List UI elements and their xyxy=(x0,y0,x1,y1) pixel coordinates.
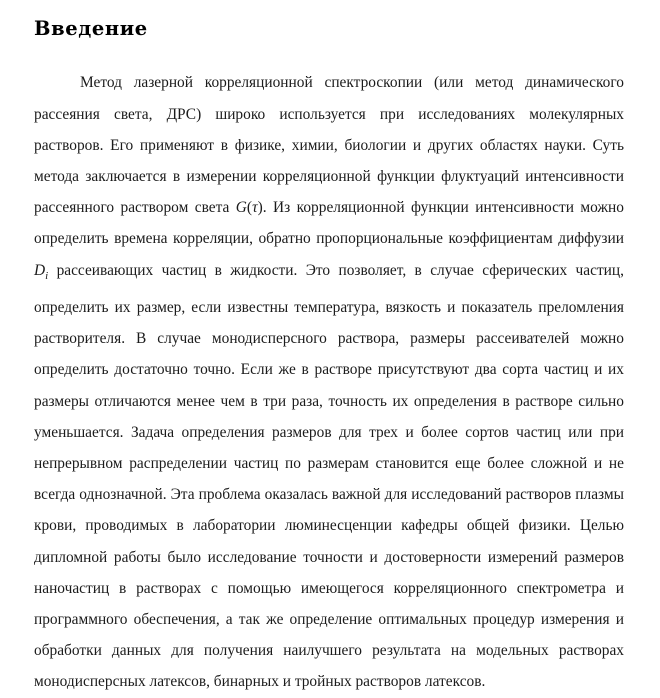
formula-correlation-function xyxy=(236,199,263,216)
introduction-paragraph xyxy=(34,67,630,697)
formula-symbol-g: G xyxy=(235,199,247,217)
formula-argument-tau: τ xyxy=(252,199,258,217)
formula-diffusion-coefficient xyxy=(34,261,49,282)
page-title: Введение xyxy=(34,17,148,40)
paragraph-text-part-3: рассеивающих частиц в жидкости. Это позволяет, в случае сферических частиц, определить их размер, если известны температура, вязкость и показатель преломления растворителя. В случае монодисперсного раствора, размеры рассеивателей можно определить достаточно точно. Если же в растворе присутствуют два сорта частиц и их размеры отличаются менее чем в три раза, точность их определения в растворе сильно уменьшается. Задача определения размеров для трех и более сортов частиц или при непрерывном распределении частиц по размерам становится еще более сложной и не всегда однозначной. Эта проблема оказалась важной для исследований растворов плазмы крови, проводимых в лаборатории люминесценции кафедры общей физики. Целью дипломной работы было исследование точности и достоверности измерений размеров наночастиц в растворах с помощью имеющегося корреляционного спектрометра и программного обеспечения, а так же определение оптимальных процедур измерения и обработки данных для получения наилучшего результата на модельных растворах монодисперсных латексов, бинарных и тройных растворов латексов. xyxy=(34,261,624,691)
formula-paren-close: ) xyxy=(257,199,263,217)
formula-subscript-i: i xyxy=(45,269,49,282)
formula-symbol-d: D xyxy=(34,261,46,279)
paragraph-text-part-1: Метод лазерной корреляционной спектроскопии (или метод динамического рассеяния света, ДРС) широко используется при исследованиях молекулярных растворов. Его применяют в физике, химии, биологии и других областях науки. Суть метода заключается в измерении корреляционной функции флуктуаций интенсивности рассеянного раствором света xyxy=(34,74,624,217)
paragraph-text-part-2: . Из корреляционной функции интенсивности можно определить времена корреляции, обратно пропорциональные коэффициентам диффузии xyxy=(34,199,624,248)
formula-paren-open: ( xyxy=(246,199,253,217)
